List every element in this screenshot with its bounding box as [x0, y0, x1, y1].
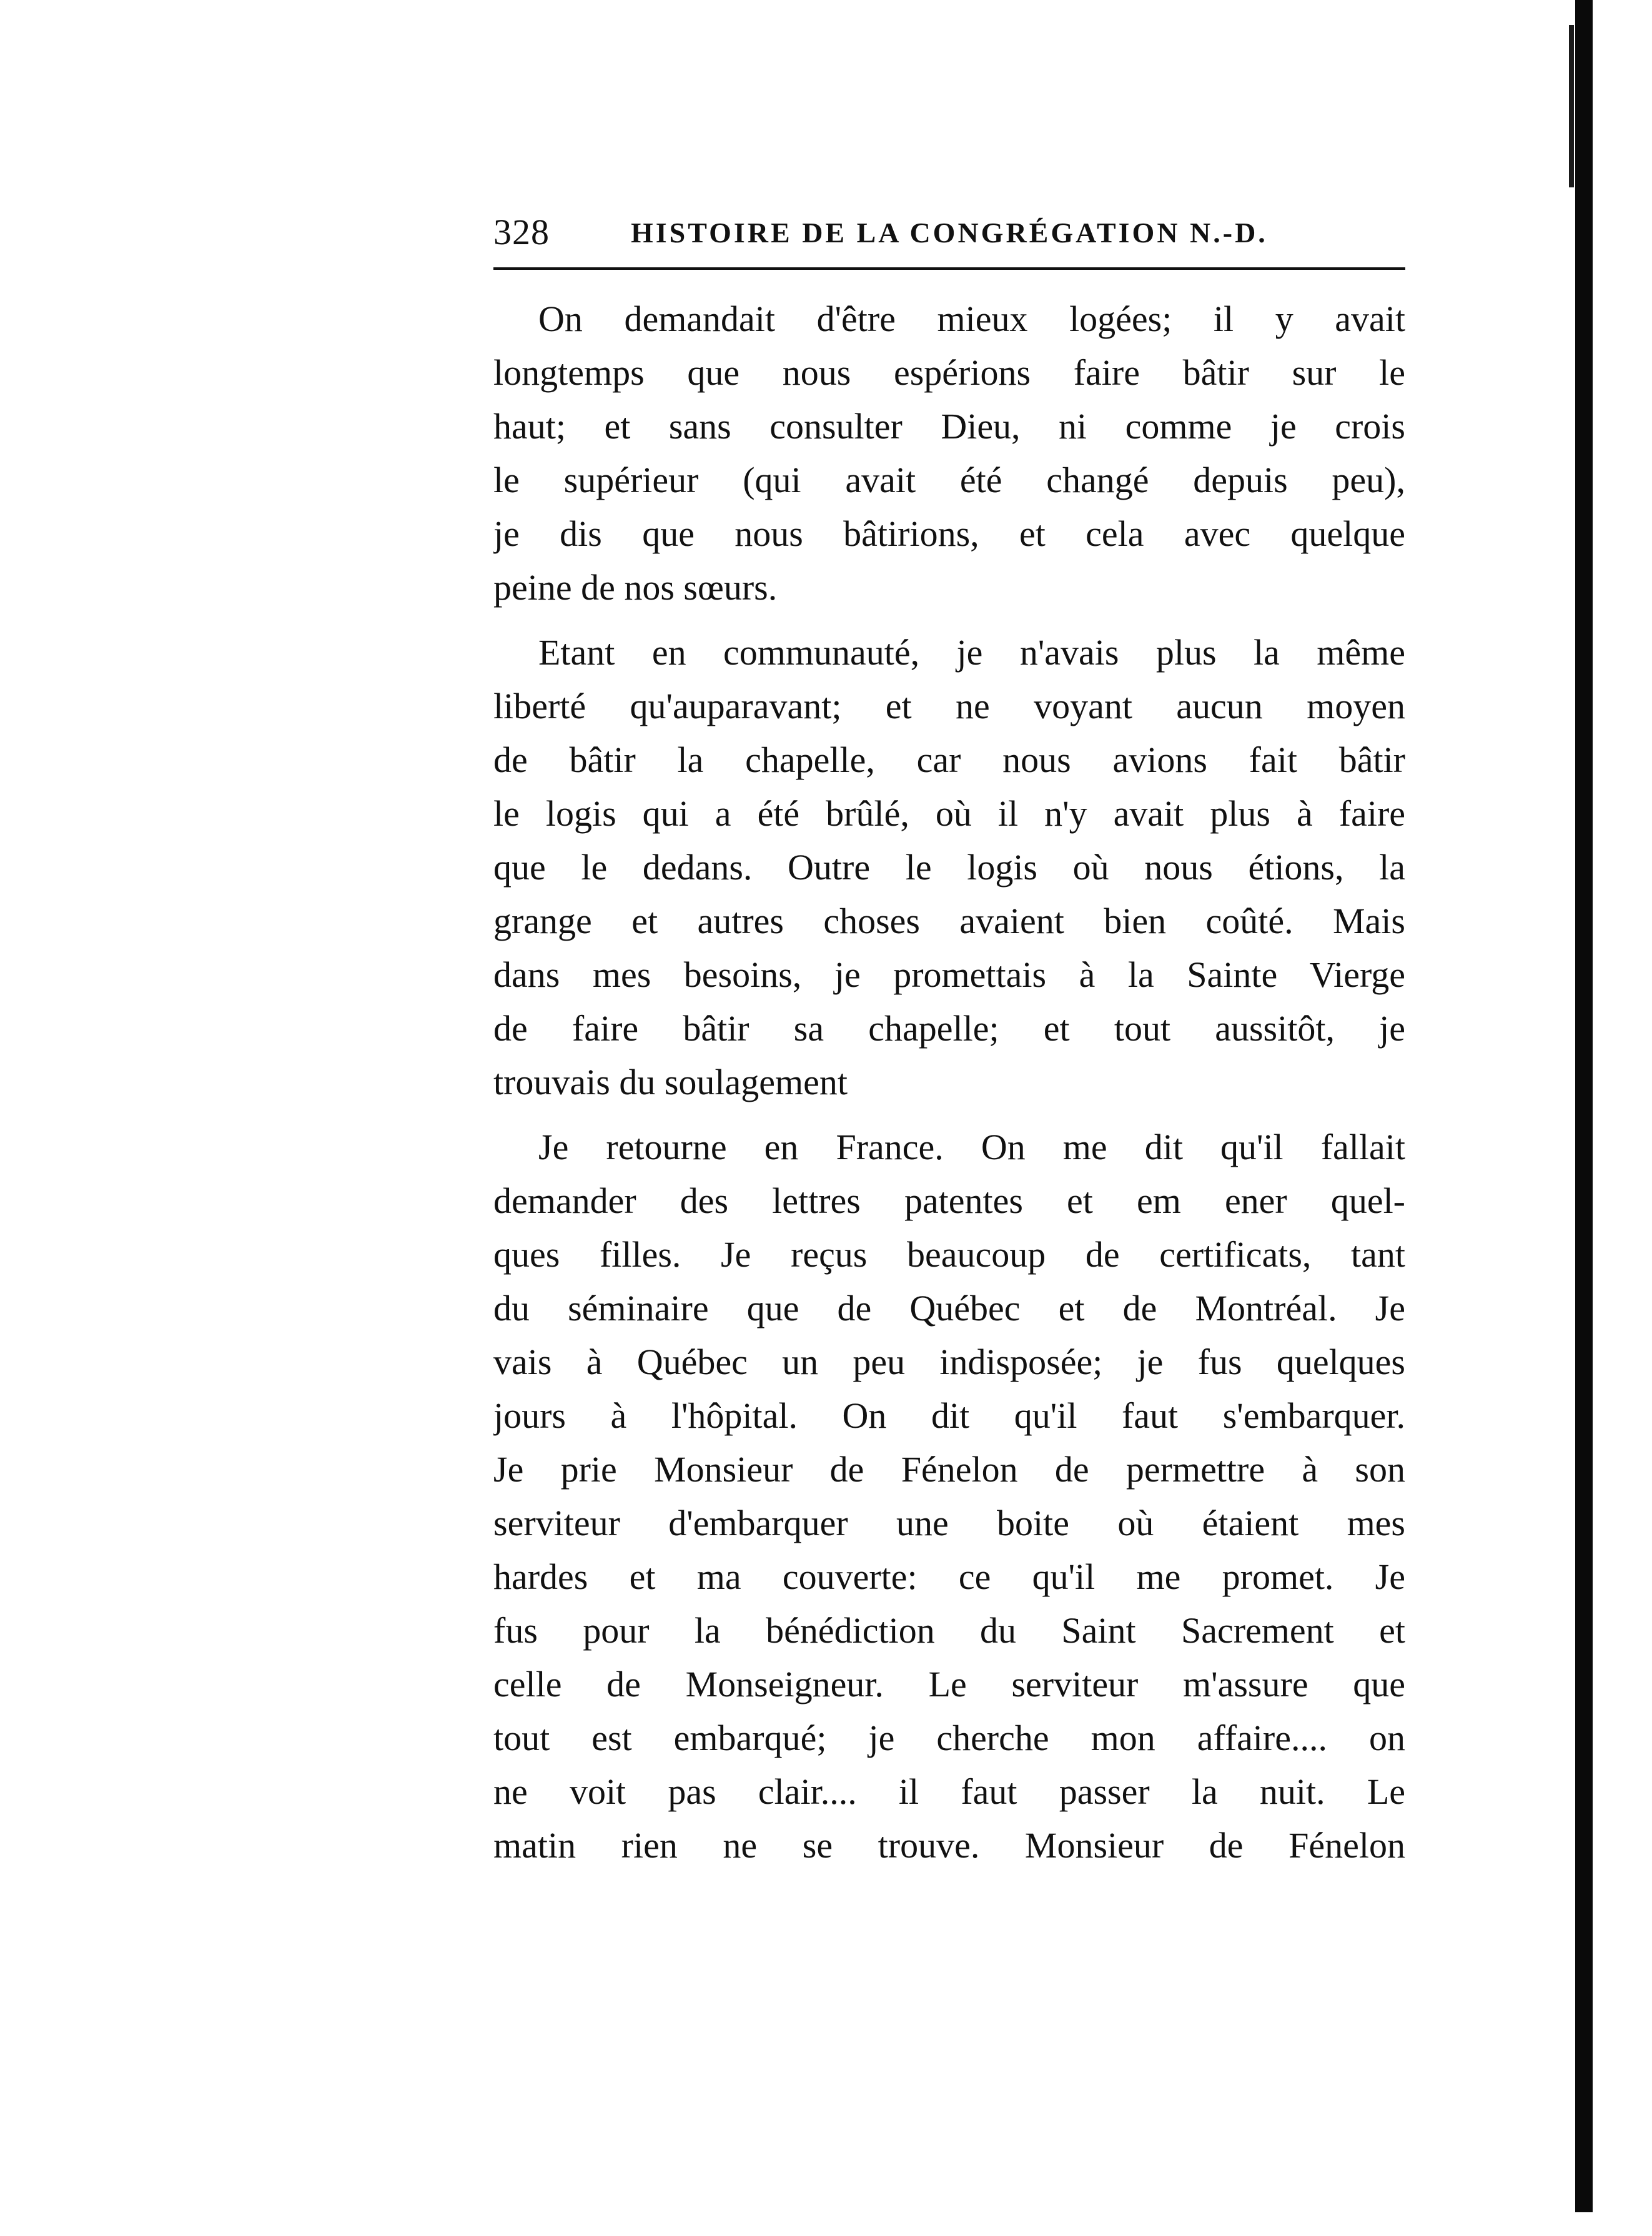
page-header — [493, 206, 1405, 256]
body-text — [493, 292, 1405, 1872]
text-line: que le dedans. Outre le logis où nous étions, la — [493, 847, 1405, 888]
text-line: vais à Québec un peu indisposée; je fus quelques — [493, 1342, 1405, 1382]
text-line: On demandait d'être mieux logées; il y avait — [538, 299, 1405, 339]
text-line: dans mes besoins, je promettais à la Sainte Vierge — [493, 954, 1405, 995]
text-line: liberté qu'auparavant; et ne voyant aucun moyen — [493, 686, 1405, 726]
header-rule — [493, 267, 1405, 270]
text-line: longtemps que nous espérions faire bâtir sur le — [493, 352, 1405, 393]
text-line: trouvais du soulagement — [493, 1062, 848, 1102]
text-line: demander des lettres patentes et em ener quel- — [493, 1180, 1405, 1221]
paragraph-1 — [493, 292, 1405, 615]
text-line: tout est embarqué; je cherche mon affaire.... on — [493, 1718, 1405, 1758]
text-line: Je retourne en France. On me dit qu'il fallait — [538, 1127, 1405, 1167]
text-line: serviteur d'embarquer une boite où étaient mes — [493, 1503, 1405, 1543]
text-line: hardes et ma couverte: ce qu'il me promet. Je — [493, 1556, 1405, 1597]
text-line: ques filles. Je reçus beaucoup de certificats, tant — [493, 1234, 1405, 1275]
text-line: de faire bâtir sa chapelle; et tout aussitôt, je — [493, 1008, 1405, 1049]
text-line: matin rien ne se trouve. Monsieur de Fénelon — [493, 1825, 1405, 1866]
scan-border-bar — [1575, 0, 1593, 2212]
text-line: ne voit pas clair.... il faut passer la nuit. Le — [493, 1771, 1405, 1812]
text-line: le logis qui a été brûlé, où il n'y avait plus à faire — [493, 793, 1405, 834]
text-line: Etant en communauté, je n'avais plus la même — [538, 632, 1405, 673]
paragraph-3 — [493, 1120, 1405, 1872]
text-line: peine de nos sœurs. — [493, 567, 778, 608]
text-line: celle de Monseigneur. Le serviteur m'assure que — [493, 1664, 1405, 1704]
text-line: de bâtir la chapelle, car nous avions fait bâtir — [493, 740, 1405, 780]
text-line: fus pour la bénédiction du Saint Sacrement et — [493, 1610, 1405, 1651]
text-line: du séminaire que de Québec et de Montréal. Je — [493, 1288, 1405, 1328]
text-line: grange et autres choses avaient bien coûté. Mais — [493, 901, 1405, 941]
scan-border-mark — [1569, 25, 1574, 187]
text-line: je dis que nous bâtirions, et cela avec quelque — [493, 513, 1405, 554]
paragraph-2 — [493, 626, 1405, 1109]
text-line: le supérieur (qui avait été changé depuis peu), — [493, 460, 1405, 500]
running-head: HISTOIRE DE LA CONGRÉGATION N.-D. — [631, 217, 1268, 249]
text-line: Je prie Monsieur de Fénelon de permettre à son — [493, 1449, 1405, 1490]
text-line: jours à l'hôpital. On dit qu'il faut s'embarquer. — [493, 1395, 1405, 1436]
text-line: haut; et sans consulter Dieu, ni comme je crois — [493, 406, 1405, 447]
page-number: 328 — [493, 212, 550, 252]
